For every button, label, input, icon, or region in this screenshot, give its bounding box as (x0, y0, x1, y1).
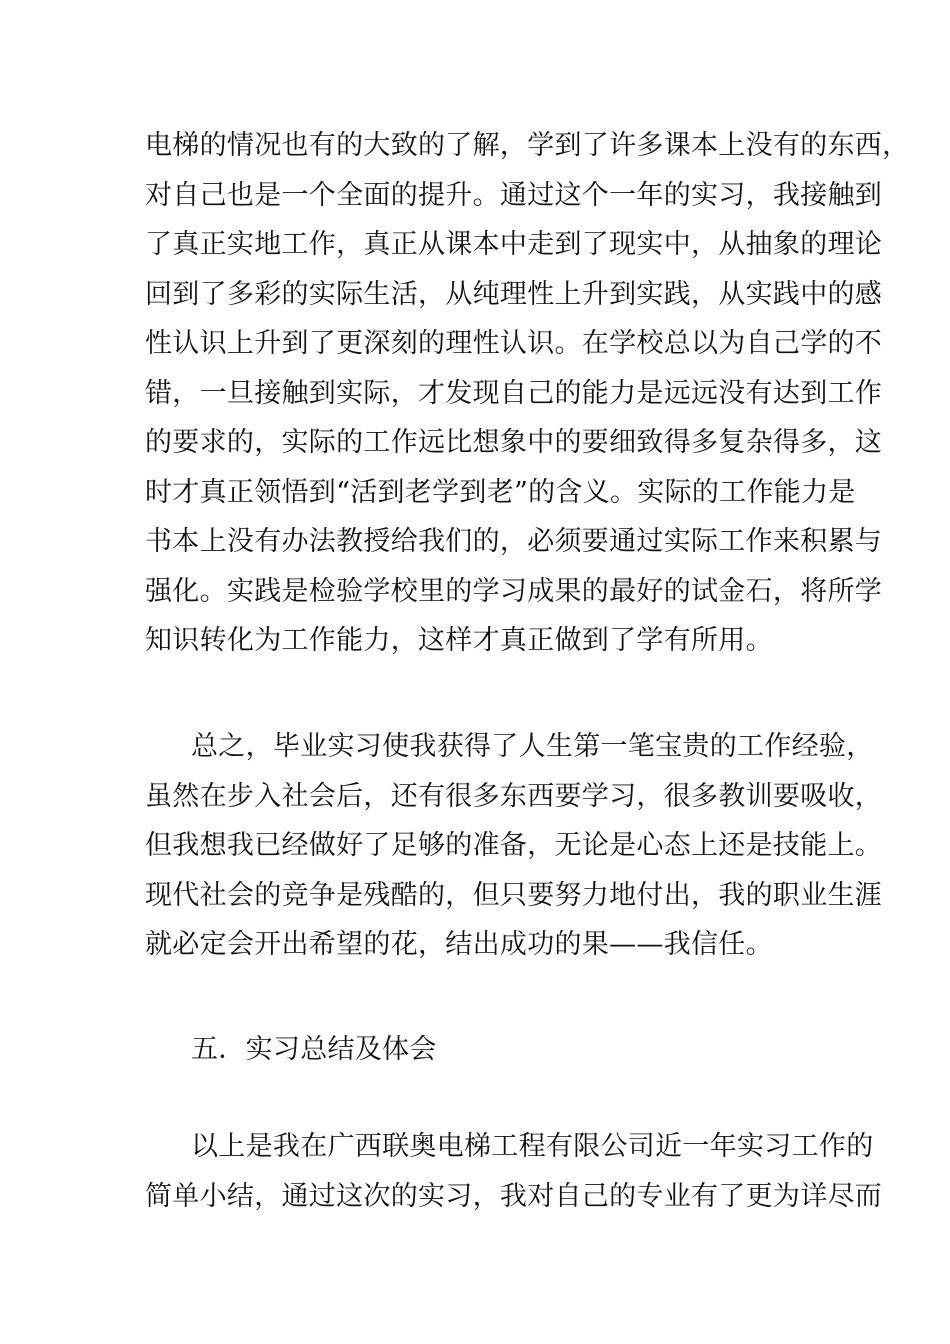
paragraph-line: 书本上没有办法教授给我们的，必须要通过实际工作来积累与 (145, 526, 883, 557)
paragraph-line: 现代社会的竞争是残酷的，但只要努力地付出，我的职业生涯 (145, 879, 883, 911)
body-paragraph-2 (145, 722, 883, 970)
paragraph-line: 对自己也是一个全面的提升。通过这个一年的实习，我接触到 (145, 179, 883, 211)
paragraph-line: 的要求的，实际的工作远比想象中的要细致得多复杂得多，这 (145, 427, 883, 458)
paragraph-line: 错，一旦接触到实际，才发现自己的能力是远远没有达到工作 (145, 377, 883, 409)
paragraph-line: 以上是我在广西联奥电梯工程有限公司近一年实习工作的 (191, 1131, 874, 1162)
section-heading (145, 1025, 810, 1075)
paragraph-line: 性认识上升到了更深刻的理性认识。在学校总以为自己学的不 (145, 328, 883, 359)
body-paragraph-1 (145, 121, 910, 666)
paragraph-line: 知识转化为工作能力，这样才真正做到了学有所用。 (145, 625, 773, 656)
paragraph-line: 但我想我已经做好了足够的准备，无论是心态上还是技能上。 (145, 830, 883, 861)
paragraph-line: 虽然在步入社会后，还有很多东西要学习，很多教训要吸收， (145, 780, 883, 812)
paragraph-line: 了真正实地工作，真正从课本中走到了现实中，从抽象的理论 (145, 229, 883, 260)
section-heading-text: 五．实习总结及体会 (191, 1034, 437, 1065)
paragraph-line: 简单小结，通过这次的实习，我对自己的专业有了更为详尽而 (145, 1180, 883, 1212)
paragraph-line: 总之，毕业实习使我获得了人生第一笔宝贵的工作经验， (191, 731, 874, 762)
paragraph-line: 强化。实践是检验学校里的学习成果的最好的试金石，将所学 (145, 575, 883, 607)
paragraph-line: 回到了多彩的实际生活，从纯理性上升到实践，从实践中的感 (145, 278, 883, 310)
body-paragraph-3 (145, 1122, 883, 1221)
paragraph-line: 时才真正领悟到“活到老学到老”的含义。实际的工作能力是 (145, 476, 856, 508)
paragraph-line: 电梯的情况也有的大致的了解，学到了许多课本上没有的东西， (145, 130, 910, 161)
paragraph-line: 就必定会开出希望的花，结出成功的果——我信任。 (145, 929, 773, 960)
